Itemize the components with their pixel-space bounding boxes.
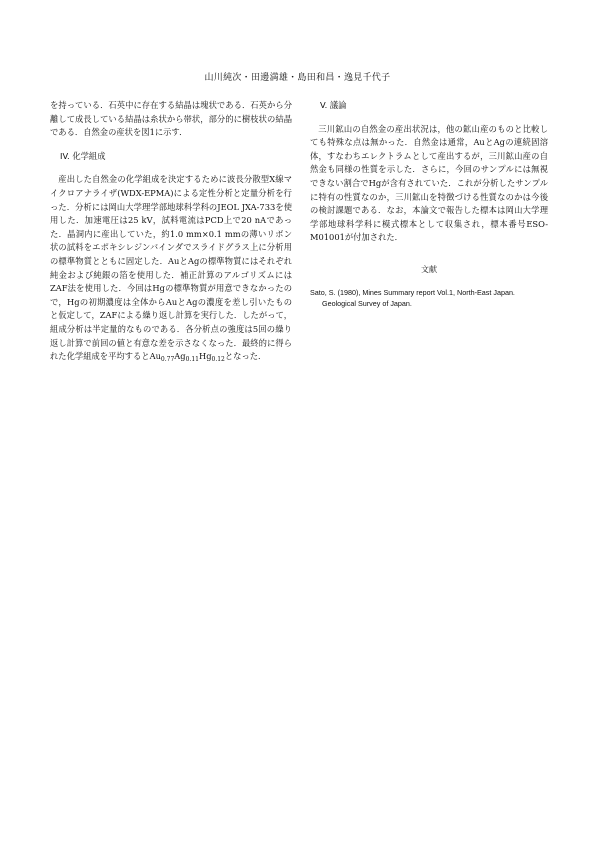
reference-entry: Sato, S. (1980), Mines Summary report Vol.1, North-East Japan. Geological Survey of Japan. — [310, 287, 515, 308]
formula-au: Au — [149, 351, 161, 362]
paragraph-chemical-composition — [50, 173, 292, 363]
paragraph-discussion: 三川鉱山の自然金の産出状況は，他の鉱山産のものと比較しても特殊な点は無かった．自然金は通常，AuとAgの連続固溶体，すなわちエレクトラムとして産出するが，三川鉱山産の自然金も同様の性質を示した．さらに，今回のサンプルには無視できない割合でHgが含有されていた．これが分析したサンプルに特有の性質なのか，三川鉱山を特徴づける性質なのかは今後の検討課題である．なお，本論文で報告した標本は岡山大学理学部地球科学科に模式標本として収集され，標本番号ESO-M01001が付加された． — [310, 123, 548, 243]
formula-hg: Hg — [198, 351, 212, 362]
formula-ag-subscript: 0.11 — [185, 356, 199, 364]
chemical-composition-ending: となった． — [224, 351, 267, 362]
formula-ag: Ag — [174, 351, 186, 362]
chemical-composition-text: 産出した自然金の化学組成を決定するために波長分散型X線マイクロアナライザ(WDX-EPMA)による定性分析と定量分析を行った．分析には岡山大学理学部地球科学科のJEOL JXA-733を使用した．加速電圧は25 kV，試料電流はPCD上で20 nAであった．晶洞内に産出していた，約1.0 mm×0.1 mmの薄いリボン状の試料をエポキシレジンバインダでスライドグラス上に分析用の標準物質とともに固定した．AuとAgの標準物質にはそれぞれ純金および純銀の箔を使用した．補正計算のアルゴリズムにはZAF法を使用した．今回はHgの標準物質が用意できなかったので，Hgの初期濃度は全体からAuとAgの濃度を差し引いたものと仮定して，ZAFによる繰り返し計算を実行した．したがって，組成分析は半定量的なものである．各分析点の強度は5回の繰り返し計算で前回の値と有意な差を示さなくなった．最終的に得られた化学組成を平均すると — [50, 174, 292, 362]
formula-au-subscript: 0.77 — [160, 356, 175, 364]
section-heading-discussion: V. 議論 — [320, 100, 347, 110]
right-column — [310, 99, 548, 309]
section-heading-chemical-composition: IV. 化学組成 — [60, 150, 106, 161]
paragraph-intro: を持っている．石英中に存在する結晶は塊状である．石英から分離して成長している結晶は糸状から帯状，部分的に樹枝状の結晶である．自然金の産状を図1に示す． — [50, 100, 292, 138]
author-header: 山川純次・田邊満雄・島田和昌・逸見千代子 — [204, 73, 391, 83]
references-heading: 文献 — [421, 264, 437, 274]
left-column — [50, 99, 292, 364]
formula-hg-subscript: 0.12 — [211, 356, 225, 364]
